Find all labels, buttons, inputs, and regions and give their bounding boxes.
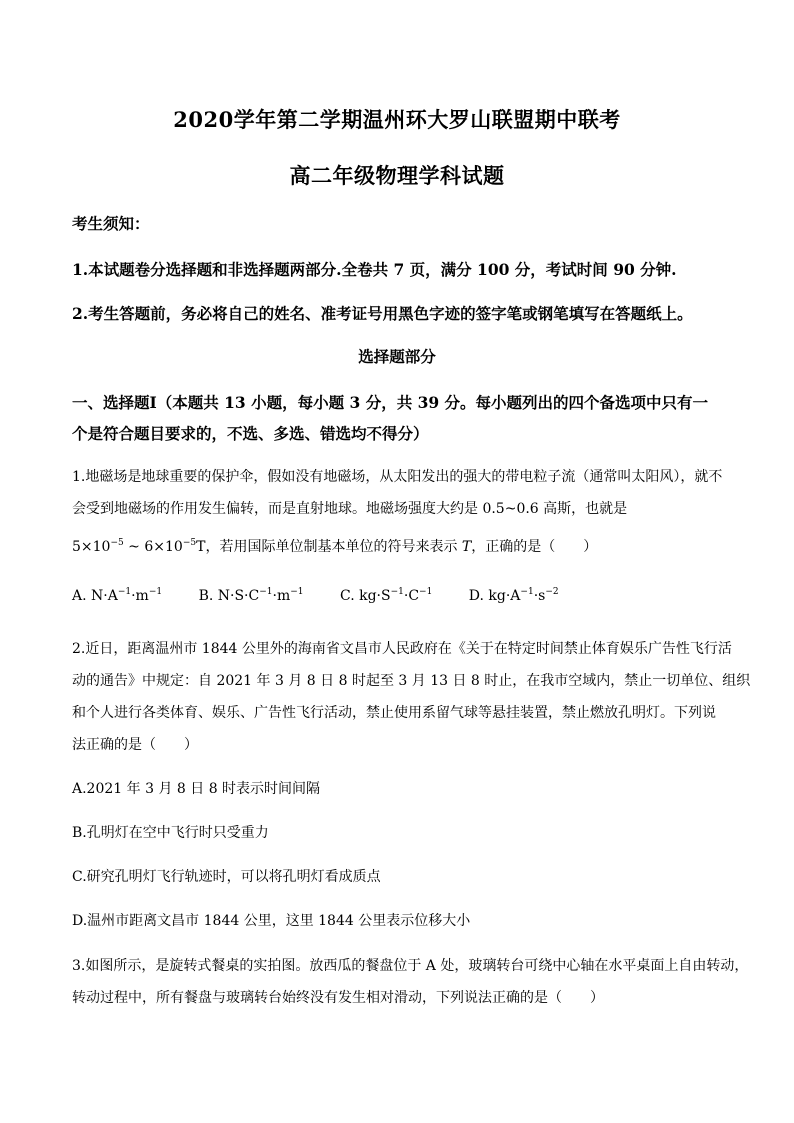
q1-line3-end: ，正确的是（ ） [471,539,598,555]
part1-instructions-line2: 个是符合题目要求的，不选、多选、错选均不得分） [72,424,429,443]
q1-option-c[interactable]: C. $kg\cdot S^{-1}\cdot C^{-1}$ [339,587,433,604]
q1-math-low: 5×10 [72,539,111,555]
q2-line3: 和个人进行各类体育、娱乐、广告性飞行活动，禁止使用系留气球等悬挂装置，禁止燃放孔明灯。下列说 [72,705,716,721]
q1-line3-text: ，若用国际单位制基本单位的符号来表示 [205,539,462,555]
q2-option-c[interactable]: C.研究孔明灯飞行轨迹时，可以将孔明灯看成质点 [72,869,381,885]
exam-subtitle: 高二年级物理学科试题 [289,163,505,188]
exam-title: 2020学年第二学期温州环大罗山联盟期中联考 [173,107,621,132]
q1-math-low-exp: −5 [110,538,124,548]
q2-option-a[interactable]: A.2021 年 3 月 8 日 8 时表示时间间隔 [72,781,321,797]
q1-math-high-exp: −5 [182,538,197,548]
q1-line3 [72,536,597,556]
q1-math-high: ~ 6×10 [123,539,183,555]
q1-option-a[interactable]: A. $N\cdot A^{-1}\cdot m^{-1}$ [72,587,163,604]
q2-line1: 2.近日，距离温州市 1844 公里外的海南省文昌市人民政府在《关于在特定时间禁止体育娱乐广告性飞行活 [72,641,732,657]
q1-option-d[interactable]: D. $kg\cdot A^{-1}\cdot s^{-2}$ [468,587,559,604]
notice-item-2: 2.考生答题前，务必将自己的姓名、准考证号用黑色字迹的签字笔或钢笔填写在答题纸上。 [72,304,693,323]
q1-option-b[interactable]: B. $N\cdot S\cdot C^{-1}\cdot m^{-1}$ [198,587,304,604]
q2-line2: 动的通告》中规定：自 2021 年 3 月 8 日 8 时起至 3 月 13 日 8 时止，在我市空域内，禁止一切单位、组织 [72,673,751,689]
q1-symbol-t: T [461,539,472,555]
q1-options [72,588,559,604]
q3-line2: 转动过程中，所有餐盘与玻璃转台始终没有发生相对滑动，下列说法正确的是（ ） [72,990,604,1006]
notice-heading: 考生须知： [72,214,150,233]
q1-line1: 1.地磁场是地球重要的保护伞，假如没有地磁场，从太阳发出的强大的带电粒子流（通常叫太阳风），就不 [72,469,723,485]
q1-line2: 会受到地磁场的作用发生偏转，而是直射地球。地磁场强度大约是 0.5~0.6 高斯，也就是 [72,501,628,517]
q2-line4: 法正确的是（ ） [72,737,198,753]
q1-math-unit: T [196,539,206,555]
q3-line1: 3.如图所示，是旋转式餐桌的实拍图。放西瓜的餐盘位于 A 处，玻璃转台可绕中心轴在水平桌面上自由转动， [72,958,749,974]
q2-option-d[interactable]: D.温州市距离文昌市 1844 公里，这里 1844 公里表示位移大小 [72,913,471,929]
part1-instructions-line1: 一、选择题Ⅰ（本题共 13 小题，每小题 3 分，共 39 分。每小题列出的四个备选项中只有一 [72,393,709,412]
section-title: 选择题部分 [358,347,436,366]
notice-item-1: 1.本试题卷分选择题和非选择题两部分.全卷共 7 页，满分 100 分，考试时间 90 分钟. [72,260,677,279]
q2-option-b[interactable]: B.孔明灯在空中飞行时只受重力 [72,825,269,841]
